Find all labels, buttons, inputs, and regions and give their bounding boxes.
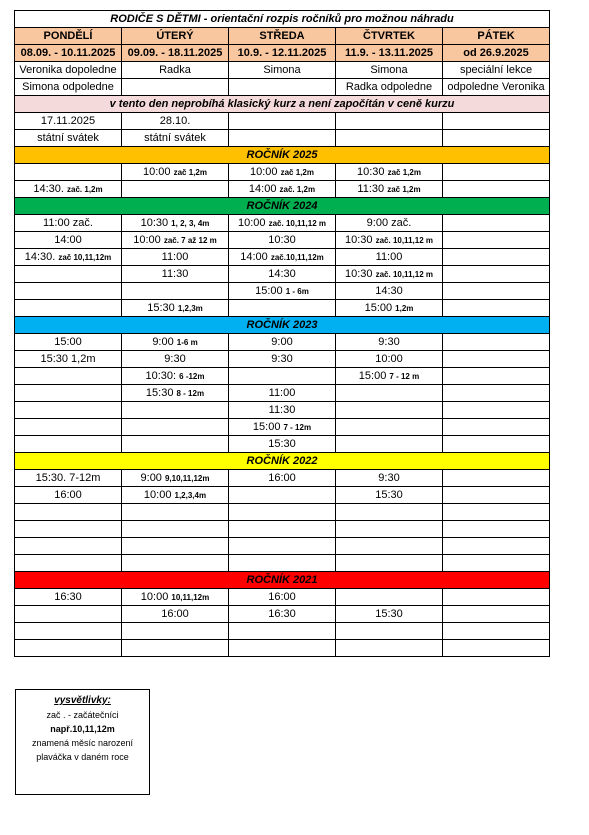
lesson-time: 9:30 [271,352,293,365]
schedule-cell [15,419,122,436]
schedule-cell [443,300,550,317]
lesson-note: zač. 1,2m [279,184,316,194]
holiday-date-row [15,113,550,130]
date-range-friday: od 26.9.2025 [443,45,550,62]
schedule-cell [336,538,443,555]
lesson-note: zač. 7 až 12 m [163,235,217,245]
schedule-cell [229,640,336,657]
schedule-cell [443,487,550,504]
schedule-cell [229,232,336,249]
schedule-cell [336,164,443,181]
year-section-header [15,453,550,470]
schedule-cell [122,504,229,521]
schedule-cell [15,555,122,572]
lesson-note: zač. 1,2m [67,184,103,194]
title-row [15,11,550,28]
teacher-cell: speciální lekce [443,62,550,79]
schedule-cell [15,334,122,351]
lesson-note: 1,2,3,4m [174,490,207,500]
teacher-cell: Radka [122,62,229,79]
schedule-cell [15,351,122,368]
schedule-cell [15,487,122,504]
schedule-cell [336,436,443,453]
lesson-note: zač. 10,11,12 m [268,218,326,228]
date-range-row [15,45,550,62]
lesson-time: 15:30. 7-12m [35,471,101,484]
lesson-note: 10,11,12m [171,592,210,602]
schedule-cell [15,521,122,538]
schedule-row [15,266,550,283]
teacher-cell: Veronika dopoledne [15,62,122,79]
schedule-row [15,487,550,504]
date-range-tuesday: 09.09. - 18.11.2025 [122,45,229,62]
schedule-cell [443,249,550,266]
schedule-cell [229,351,336,368]
lesson-time: 11:00 [268,386,296,399]
holiday-cell: 28.10. [122,113,229,130]
day-monday: PONDĚLÍ [15,28,122,45]
schedule-cell [122,181,229,198]
schedule-cell [229,623,336,640]
year-section-label: ROČNÍK 2023 [15,317,550,334]
teacher-cell: Simona [336,62,443,79]
schedule-cell [443,538,550,555]
lesson-time: 15:00 [358,369,390,382]
schedule-cell [336,504,443,521]
schedule-row [15,249,550,266]
schedule-cell [229,436,336,453]
schedule-row [15,385,550,402]
teacher-cell: Simona [229,62,336,79]
schedule-row [15,402,550,419]
lesson-time: 9:00 [152,335,177,348]
schedule-cell [122,266,229,283]
schedule-row [15,300,550,317]
lesson-note: zač 10,11,12m [58,252,112,262]
lesson-time: 11:00 [161,250,189,263]
schedule-cell [336,232,443,249]
date-range-thursday: 11.9. - 13.11.2025 [336,45,443,62]
schedule-cell [443,266,550,283]
lesson-time: 14:00 [54,233,82,246]
teacher-cell: Simona odpoledne [15,79,122,96]
lesson-time: 15:30 [268,437,296,450]
lesson-time: 15:30 [147,301,178,314]
schedule-cell [122,419,229,436]
schedule-row [15,640,550,657]
schedule-cell [443,640,550,657]
schedule-cell [15,640,122,657]
schedule-cell [122,589,229,606]
holiday-cell [336,130,443,147]
lesson-time: 9:00 [271,335,293,348]
schedule-cell [15,606,122,623]
teachers-row-1 [15,62,550,79]
schedule-row [15,606,550,623]
lesson-time: 14:30. [33,182,68,195]
lesson-time: 15:30 1,2m [40,352,96,365]
schedule-sheet [14,10,549,657]
lesson-time: 16:30 [54,590,82,603]
schedule-cell [122,623,229,640]
schedule-row [15,504,550,521]
schedule-cell [122,402,229,419]
schedule-cell [336,521,443,538]
legend-line: znamená měsíc narození [31,738,134,748]
lesson-time: 14:30. [24,250,59,263]
schedule-cell [15,385,122,402]
schedule-cell [336,385,443,402]
lesson-time: 16:00 [161,607,189,620]
schedule-cell [336,402,443,419]
schedule-cell [443,470,550,487]
lesson-time: 10:00 [140,590,172,603]
schedule-cell [336,623,443,640]
year-section-label: ROČNÍK 2022 [15,453,550,470]
schedule-cell [443,385,550,402]
year-section-header [15,147,550,164]
lesson-note: zač 1,2m [280,167,314,177]
lesson-time: 16:00 [268,471,296,484]
legend-heading: vysvětlivky: [54,695,111,706]
schedule-cell [15,402,122,419]
lesson-time: 10:30 [140,216,172,229]
lesson-time: 10:30: [145,369,180,382]
lesson-note: zač 1,2m [387,167,421,177]
lesson-time: 10:30 [268,233,296,246]
lesson-time: 10:00 [143,488,175,501]
lesson-time: 10:00 [238,216,269,229]
lesson-time: 14:30 [268,267,296,280]
lesson-note: zač 1,2m [173,167,207,177]
schedule-cell [15,283,122,300]
schedule-cell [122,385,229,402]
schedule-cell [336,419,443,436]
lesson-time: 10:00 [375,352,403,365]
schedule-row [15,232,550,249]
holiday-cell: státní svátek [122,130,229,147]
schedule-row [15,623,550,640]
no-class-notice: v tento den neprobíhá klasický kurz a není započítán v ceně kurzu [15,96,550,113]
schedule-cell [122,640,229,657]
lesson-time: 9:00 [140,471,165,484]
lesson-time: 11:00 zač. [43,216,93,229]
legend-line: např.10,11,12m [50,724,115,734]
schedule-row [15,436,550,453]
lesson-time: 10:00 [250,165,281,178]
schedule-cell [336,351,443,368]
lesson-time: 10:00 [133,233,164,246]
schedule-cell [336,487,443,504]
schedule-cell [229,181,336,198]
lesson-time: 15:00 [252,420,284,433]
schedule-row [15,589,550,606]
schedule-row [15,334,550,351]
schedule-cell [336,470,443,487]
schedule-cell [122,521,229,538]
lesson-time: 10:00 [143,165,174,178]
schedule-cell [15,300,122,317]
schedule-cell [443,606,550,623]
year-section-label: ROČNÍK 2021 [15,572,550,589]
lesson-note: zač 1,2m [387,184,421,194]
schedule-cell [122,164,229,181]
schedule-cell [15,232,122,249]
schedule-cell [336,215,443,232]
schedule-cell [122,606,229,623]
schedule-cell [15,368,122,385]
schedule-cell [443,215,550,232]
schedule-cell [443,164,550,181]
lesson-note: 7 - 12m [283,422,312,432]
schedule-cell [336,589,443,606]
lesson-time: 15:00 [364,301,396,314]
schedule-cell [229,521,336,538]
schedule-cell [443,504,550,521]
schedule-cell [336,249,443,266]
date-range-monday: 08.09. - 10.11.2025 [15,45,122,62]
schedule-cell [336,181,443,198]
schedule-cell [336,283,443,300]
teachers-row-2 [15,79,550,96]
lesson-note: 1 - 6m [285,286,309,296]
schedule-cell [15,181,122,198]
lesson-note: 1,2,3m [177,303,203,313]
year-section-header [15,572,550,589]
schedule-cell [443,419,550,436]
lesson-note: 1-6 m [176,337,198,347]
schedule-cell [443,368,550,385]
lesson-time: 15:30 [375,607,403,620]
schedule-row [15,283,550,300]
schedule-cell [229,334,336,351]
holiday-cell: státní svátek [15,130,122,147]
year-section-label: ROČNÍK 2024 [15,198,550,215]
legend-line: zač . - začátečníci [46,710,119,720]
lesson-time: 14:00 [248,182,280,195]
schedule-cell [443,555,550,572]
date-range-wednesday: 10.9. - 12.11.2025 [229,45,336,62]
days-row [15,28,550,45]
schedule-cell [443,283,550,300]
schedule-cell [229,470,336,487]
schedule-cell [443,623,550,640]
schedule-cell [15,164,122,181]
schedule-cell [229,419,336,436]
schedule-cell [443,402,550,419]
year-section-label: ROČNÍK 2025 [15,147,550,164]
schedule-cell [443,436,550,453]
day-tuesday: ÚTERÝ [122,28,229,45]
schedule-cell [443,521,550,538]
legend-line: plaváčka v daném roce [36,752,129,762]
schedule-cell [336,300,443,317]
schedule-cell [15,266,122,283]
schedule-cell [122,351,229,368]
lesson-time: 10:30 [345,267,376,280]
teacher-cell [229,79,336,96]
lesson-time: 15:30 [375,488,403,501]
lesson-time: 16:30 [268,607,296,620]
schedule-cell [336,368,443,385]
schedule-cell [15,470,122,487]
schedule-cell [229,266,336,283]
schedule-cell [336,555,443,572]
legend-box [15,689,150,795]
lesson-note: 1, 2, 3, 4m [171,218,210,228]
lesson-note: 6 -12m [179,371,205,381]
schedule-cell [122,555,229,572]
teacher-cell: odpoledne Veronika [443,79,550,96]
schedule-cell [443,181,550,198]
lesson-time: 16:00 [268,590,296,603]
schedule-row [15,555,550,572]
schedule-row [15,470,550,487]
schedule-cell [443,334,550,351]
lesson-time: 9:30 [164,352,186,365]
schedule-cell [229,385,336,402]
schedule-row [15,181,550,198]
lesson-time: 14:30 [375,284,403,297]
schedule-cell [336,334,443,351]
schedule-row [15,164,550,181]
lesson-time: 15:00 [255,284,286,297]
schedule-cell [229,589,336,606]
lesson-note: zač.10,11,12m [270,252,324,262]
schedule-table [14,10,550,657]
lesson-time: 14:00 [240,250,271,263]
schedule-cell [15,538,122,555]
lesson-note: zač. 10,11,12 m [375,235,433,245]
schedule-cell [15,215,122,232]
holiday-cell [336,113,443,130]
holiday-cell [443,130,550,147]
schedule-cell [443,351,550,368]
schedule-cell [122,215,229,232]
lesson-time: 11:30 [161,267,189,280]
schedule-cell [122,538,229,555]
schedule-cell [229,487,336,504]
lesson-time: 16:00 [54,488,82,501]
holiday-cell [443,113,550,130]
lesson-time: 11:30 [357,182,388,195]
schedule-cell [229,555,336,572]
schedule-cell [229,538,336,555]
lesson-note: 7 - 12 m [389,371,420,381]
lesson-time: 15:00 [54,335,82,348]
schedule-row [15,521,550,538]
schedule-cell [229,402,336,419]
schedule-cell [336,606,443,623]
year-section-header [15,198,550,215]
page-title: RODIČE S DĚTMI - orientační rozpis ročníků pro možnou náhradu [15,11,550,28]
schedule-cell [229,606,336,623]
lesson-note: zač. 10,11,12 m [375,269,433,279]
lesson-time: 10:30 [345,233,376,246]
notice-row [15,96,550,113]
lesson-note: 1,2m [395,303,414,313]
schedule-cell [229,249,336,266]
schedule-cell [229,300,336,317]
schedule-cell [15,249,122,266]
schedule-cell [122,470,229,487]
schedule-cell [15,504,122,521]
schedule-cell [15,436,122,453]
lesson-note: 8 - 12m [176,388,205,398]
day-friday: PÁTEK [443,28,550,45]
schedule-row [15,419,550,436]
lesson-note: 9,10,11,12m [164,473,210,483]
holiday-cell [229,113,336,130]
schedule-cell [229,164,336,181]
lesson-time: 15:30 [145,386,177,399]
lesson-time: 9:30 [378,335,400,348]
lesson-time: 11:00 [375,250,403,263]
lesson-time: 9:00 zač. [366,216,412,229]
teacher-cell: Radka odpoledne [336,79,443,96]
holiday-label-row [15,130,550,147]
schedule-cell [336,640,443,657]
lesson-time: 11:30 [268,403,296,416]
schedule-cell [122,368,229,385]
schedule-cell [15,589,122,606]
schedule-cell [229,368,336,385]
holiday-cell [229,130,336,147]
schedule-cell [122,283,229,300]
schedule-cell [122,487,229,504]
schedule-cell [336,266,443,283]
schedule-row [15,215,550,232]
lesson-time: 10:30 [357,165,388,178]
schedule-row [15,538,550,555]
schedule-cell [443,589,550,606]
schedule-cell [122,232,229,249]
schedule-cell [229,504,336,521]
schedule-row [15,368,550,385]
schedule-cell [122,249,229,266]
schedule-cell [229,215,336,232]
schedule-cell [443,232,550,249]
schedule-cell [122,436,229,453]
year-section-header [15,317,550,334]
day-wednesday: STŘEDA [229,28,336,45]
schedule-cell [229,283,336,300]
schedule-cell [15,623,122,640]
schedule-row [15,351,550,368]
schedule-cell [122,334,229,351]
holiday-cell: 17.11.2025 [15,113,122,130]
teacher-cell [122,79,229,96]
day-thursday: ČTVRTEK [336,28,443,45]
schedule-cell [122,300,229,317]
lesson-time: 9:30 [378,471,400,484]
